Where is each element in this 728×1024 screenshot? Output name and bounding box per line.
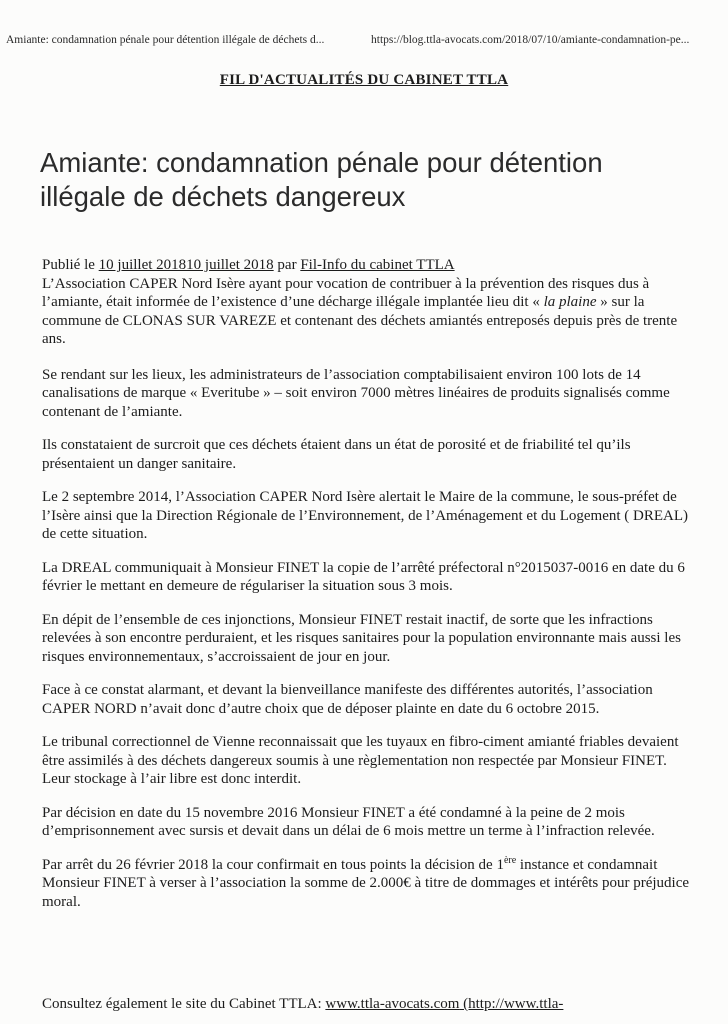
footer-prefix: Consultez également le site du Cabinet TTLA: [42,996,326,1012]
paragraph-3: Ils constataient de surcroit que ces déchets étaient dans un état de porosité et de friabilité tel qu’ils présentaient un danger sanitaire. [42,437,631,472]
article-title [40,146,700,214]
paragraph-6: En dépit de l’ensemble de ces injonctions, Monsieur FINET restait inactif, de sorte que les infractions relevées à son encontre perduraient, et les risques sanitaires pour la population environnante mais aussi les risques environnementaux, s’accroissaient de jour en jour. [42,611,681,665]
author-link[interactable]: Fil-Info du cabinet TTLA [300,257,455,273]
paragraph-2: Se rendant sur les lieux, les administrateurs de l’association comptabilisaient environ 100 lots de 14 canalisations de marque « Everitube » – soit environ 7000 mètres linéaires de produits signalisés comme contenant de l’amiante. [42,366,670,420]
article-intro [42,256,692,349]
ttla-site-link[interactable]: www.ttla-avocats.com [325,996,460,1012]
paragraph-10-text-end: instance et condamnait Monsieur FINET à verser à l’association la somme de 2.000€ à titre de dommages et intérêts pour préjudice moral. [42,856,690,910]
ttla-site-url-link[interactable]: (http://www.ttla- [459,996,564,1012]
paragraph-1-text-end: » sur la commune de CLONAS SUR VAREZE et contenant des déchets amiantés entreposés depuis près de trente ans. [42,294,678,347]
article-title-line1: Amiante: condamnation pénale pour détention [40,147,603,178]
paragraph-10 [42,856,692,912]
paragraph-1-text: L’Association CAPER Nord Isère ayant pour vocation de contribuer à la prévention des risques dus à l’amiante, était informée de l’existence d’une décharge illégale implantée lieu dit « [42,275,650,310]
footer-line [42,996,563,1013]
section-title: FIL D'ACTUALITÉS DU CABINET TTLA [219,72,509,88]
publish-date-link[interactable]: 10 juillet 201810 juillet 2018 [98,257,274,273]
paragraph-7: Face à ce constat alarmant, et devant la bienveillance manifeste des différentes autorités, l’association CAPER NORD n’avait donc d’autre choix que de déposer plainte en date du 6 octobre 2015. [42,682,653,717]
article-body [42,256,692,926]
article-title-line2: illégale de déchets dangereux [40,181,406,212]
page-url-header: https://blog.ttla-avocats.com/2018/07/10/amiante-condamnation-pe... [371,34,690,46]
by-label: par [277,257,297,273]
paragraph-1-italic: la plaine [543,294,597,310]
paragraph-5: La DREAL communiquait à Monsieur FINET la copie de l’arrêté préfectoral n°2015037-0016 en date du 6 février le mettant en demeure de régulariser la situation sous 3 mois. [42,559,685,594]
paragraph-4: Le 2 septembre 2014, l’Association CAPER Nord Isère alertait le Maire de la commune, le sous-préfet de l’Isère ainsi que la Direction Régionale de l’Environnement, de l’Aménagement et du Logement ( DREAL) de cette situation. [42,489,689,542]
paragraph-8: Le tribunal correctionnel de Vienne reconnaissait que les tuyaux en fibro-ciment amianté friables devaient être assimilés à des déchets dangereux soumis à une règlementation non respectée par Monsieur FINET. Leur stockage à l’air libre est donc interdit. [42,734,679,787]
paragraph-10-text: Par arrêt du 26 février 2018 la cour confirmait en tous points la décision de 1 [42,856,504,873]
paragraph-9: Par décision en date du 15 novembre 2016 Monsieur FINET a été condamné à la peine de 2 mois d’emprisonnement avec sursis et devait dans un délai de 6 mois mettre un terme à l’infraction relevée. [42,804,655,839]
page-title-header: Amiante: condamnation pénale pour détention illégale de déchets d... [6,34,325,46]
ordinal-superscript: ère [503,854,517,866]
published-label: Publié le [42,257,95,273]
